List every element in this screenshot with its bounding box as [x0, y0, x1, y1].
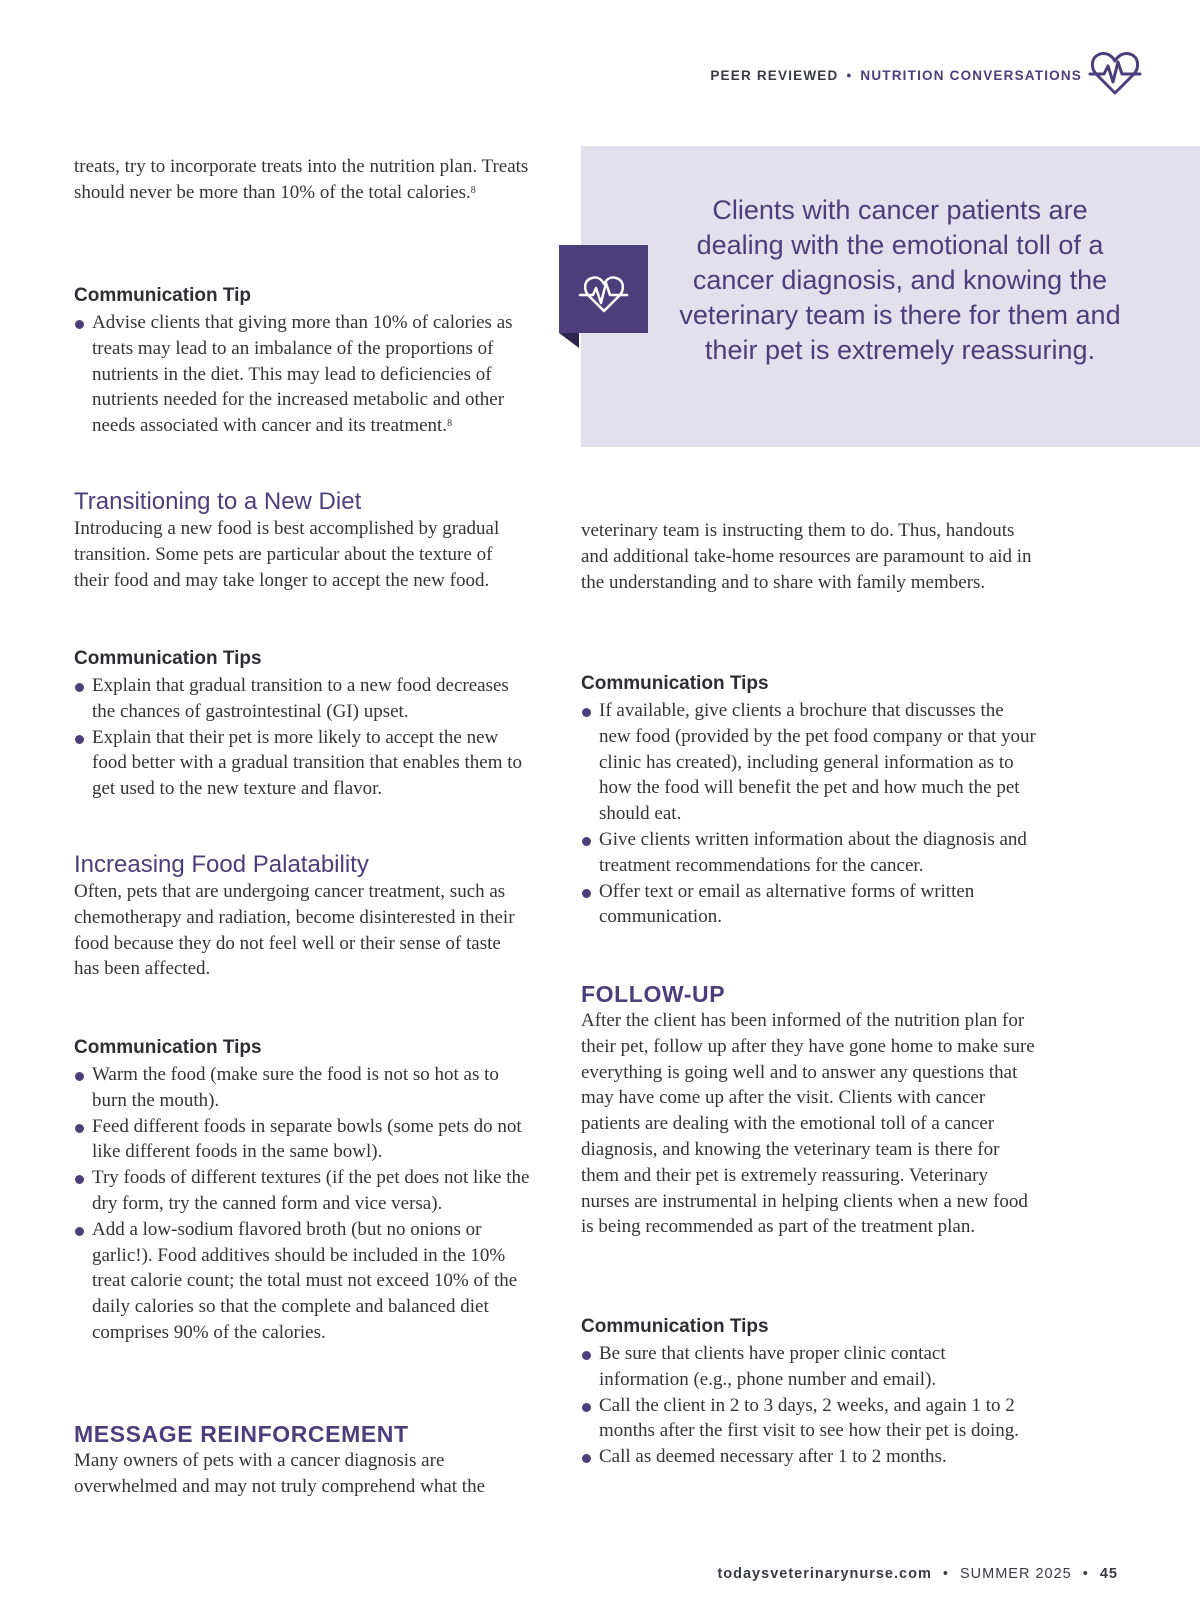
section-body: Often, pets that are undergoing cancer treatment, such as chemotherapy and radiation, become disinterested in their food because they do not feel well or their sense of taste has been affected.	[74, 881, 515, 980]
tip-list	[581, 698, 1037, 930]
bullet-icon	[582, 1403, 591, 1412]
bullet-icon	[582, 708, 591, 717]
tip-block-palatability	[74, 1036, 530, 1346]
bullet-icon	[75, 1124, 84, 1133]
page-footer	[717, 1566, 1118, 1582]
list-item: Call as deemed necessary after 1 to 2 months.	[581, 1444, 1037, 1470]
tip-heading: Communication Tips	[581, 673, 769, 694]
section-followup	[581, 980, 1037, 1240]
intro-paragraph: treats, try to incorporate treats into the nutrition plan. Treats should never be more than 10% of the total calories.$^8$	[74, 156, 529, 203]
footer-separator: •	[942, 1566, 949, 1582]
bullet-icon	[582, 889, 591, 898]
tip-list	[74, 673, 530, 802]
tip-block-reinforcement	[581, 672, 1037, 930]
section-heading: Increasing Food Palatability	[74, 851, 369, 878]
list-item: Advise clients that giving more than 10% of calories as treats may lead to an imbalance of the proportions of nutrients in the diet. This may lead to deficiencies of nutrients needed for the increased metabolic and other needs associated with cancer and its treatment.$^8$	[74, 310, 530, 439]
bullet-icon	[75, 735, 84, 744]
list-item: Feed different foods in separate bowls (some pets do not like different foods in the same bowl).	[74, 1114, 530, 1166]
tip-list	[74, 310, 530, 439]
bullet-icon	[75, 683, 84, 692]
reinforcement-continuation	[581, 518, 1037, 595]
header-peer-reviewed: PEER REVIEWED	[710, 67, 839, 83]
page-number: 45	[1099, 1566, 1118, 1582]
tip-list	[74, 1062, 530, 1346]
tip-block-followup	[581, 1315, 1037, 1470]
list-item: Call the client in 2 to 3 days, 2 weeks, and again 1 to 2 months after the first visit to see how their pet is doing.	[581, 1393, 1037, 1445]
tip-heading: Communication Tips	[74, 648, 262, 669]
list-item: Try foods of different textures (if the pet does not like the dry form, try the canned form and vice versa).	[74, 1165, 530, 1217]
list-item: Be sure that clients have proper clinic contact information (e.g., phone number and email).	[581, 1341, 1037, 1393]
bullet-icon	[582, 1454, 591, 1463]
list-item: Warm the food (make sure the food is not so hot as to burn the mouth).	[74, 1062, 530, 1114]
section-transition	[74, 488, 530, 593]
bullet-icon	[582, 837, 591, 846]
left-intro-block	[74, 154, 530, 206]
bullet-icon	[75, 320, 84, 329]
footer-site: todaysveterinarynurse.com	[717, 1566, 932, 1582]
tip-block-transition	[74, 647, 530, 802]
footer-issue: SUMMER 2025	[959, 1566, 1072, 1582]
pull-quote-tab	[559, 245, 648, 348]
section-heading: MESSAGE REINFORCEMENT	[74, 1421, 409, 1447]
header-section: NUTRITION CONVERSATIONS	[860, 67, 1082, 83]
list-item: Add a low-sodium flavored broth (but no onions or garlic!). Food additives should be included in the 10% treat calorie count; the total must not exceed 10% of the daily calories so that the complete and balanced diet comprises 90% of the calories.	[74, 1217, 530, 1346]
list-item: Explain that gradual transition to a new food decreases the chances of gastrointestinal (GI) upset.	[74, 673, 530, 725]
heart-pulse-icon	[1088, 48, 1142, 98]
bullet-icon	[75, 1175, 84, 1184]
list-item: If available, give clients a brochure that discusses the new food (provided by the pet food company or that your clinic has created), including general information as to how the food will benefit the pet and how much the pet should eat.	[581, 698, 1037, 827]
tip-heading: Communication Tips	[74, 1037, 262, 1058]
list-item: Give clients written information about the diagnosis and treatment recommendations for the cancer.	[581, 827, 1037, 879]
list-item: Offer text or email as alternative forms of written communication.	[581, 879, 1037, 931]
tip-list	[581, 1341, 1037, 1470]
continuation-paragraph: veterinary team is instructing them to do. Thus, handouts and additional take-home resources are paramount to aid in the understanding and to share with family members.	[581, 520, 1032, 593]
bullet-icon	[75, 1227, 84, 1236]
header-separator: •	[846, 67, 853, 83]
section-reinforcement	[74, 1420, 530, 1500]
tip-heading: Communication Tips	[581, 1316, 769, 1337]
footer-separator: •	[1082, 1566, 1089, 1582]
running-header	[710, 64, 1082, 86]
tip-heading: Communication Tip	[74, 285, 251, 306]
bullet-icon	[75, 1072, 84, 1081]
list-item: Explain that their pet is more likely to accept the new food better with a gradual transition that enables them to get used to the new texture and flavor.	[74, 725, 530, 802]
section-body: Introducing a new food is best accomplished by gradual transition. Some pets are particular about the texture of their food and may take longer to accept the new food.	[74, 518, 500, 591]
section-palatability	[74, 851, 530, 982]
bullet-icon	[582, 1351, 591, 1360]
reference: 8	[447, 418, 453, 430]
section-heading: Transitioning to a New Diet	[74, 488, 362, 515]
tip-block-treats	[74, 284, 530, 439]
section-heading: FOLLOW-UP	[581, 981, 726, 1007]
pull-quote: Clients with cancer patients are dealing with the emotional toll of a cancer diagnosis, and knowing the veterinary team is there for them and their pet is extremely reassuring.	[679, 195, 1121, 365]
section-body: After the client has been informed of the nutrition plan for their pet, follow up after they have gone home to make sure everything is going well and to answer any questions that may have come up after the visit. Clients with cancer patients are dealing with the emotional toll of a cancer diagnosis, and knowing the veterinary team is there for them and their pet is extremely reassuring. Veterinary nurses are instrumental in helping clients when a new food is being recommended as part of the treatment plan.	[581, 1010, 1035, 1238]
reference: 8	[470, 184, 476, 196]
section-body: Many owners of pets with a cancer diagnosis are overwhelmed and may not truly comprehend what the	[74, 1450, 486, 1497]
